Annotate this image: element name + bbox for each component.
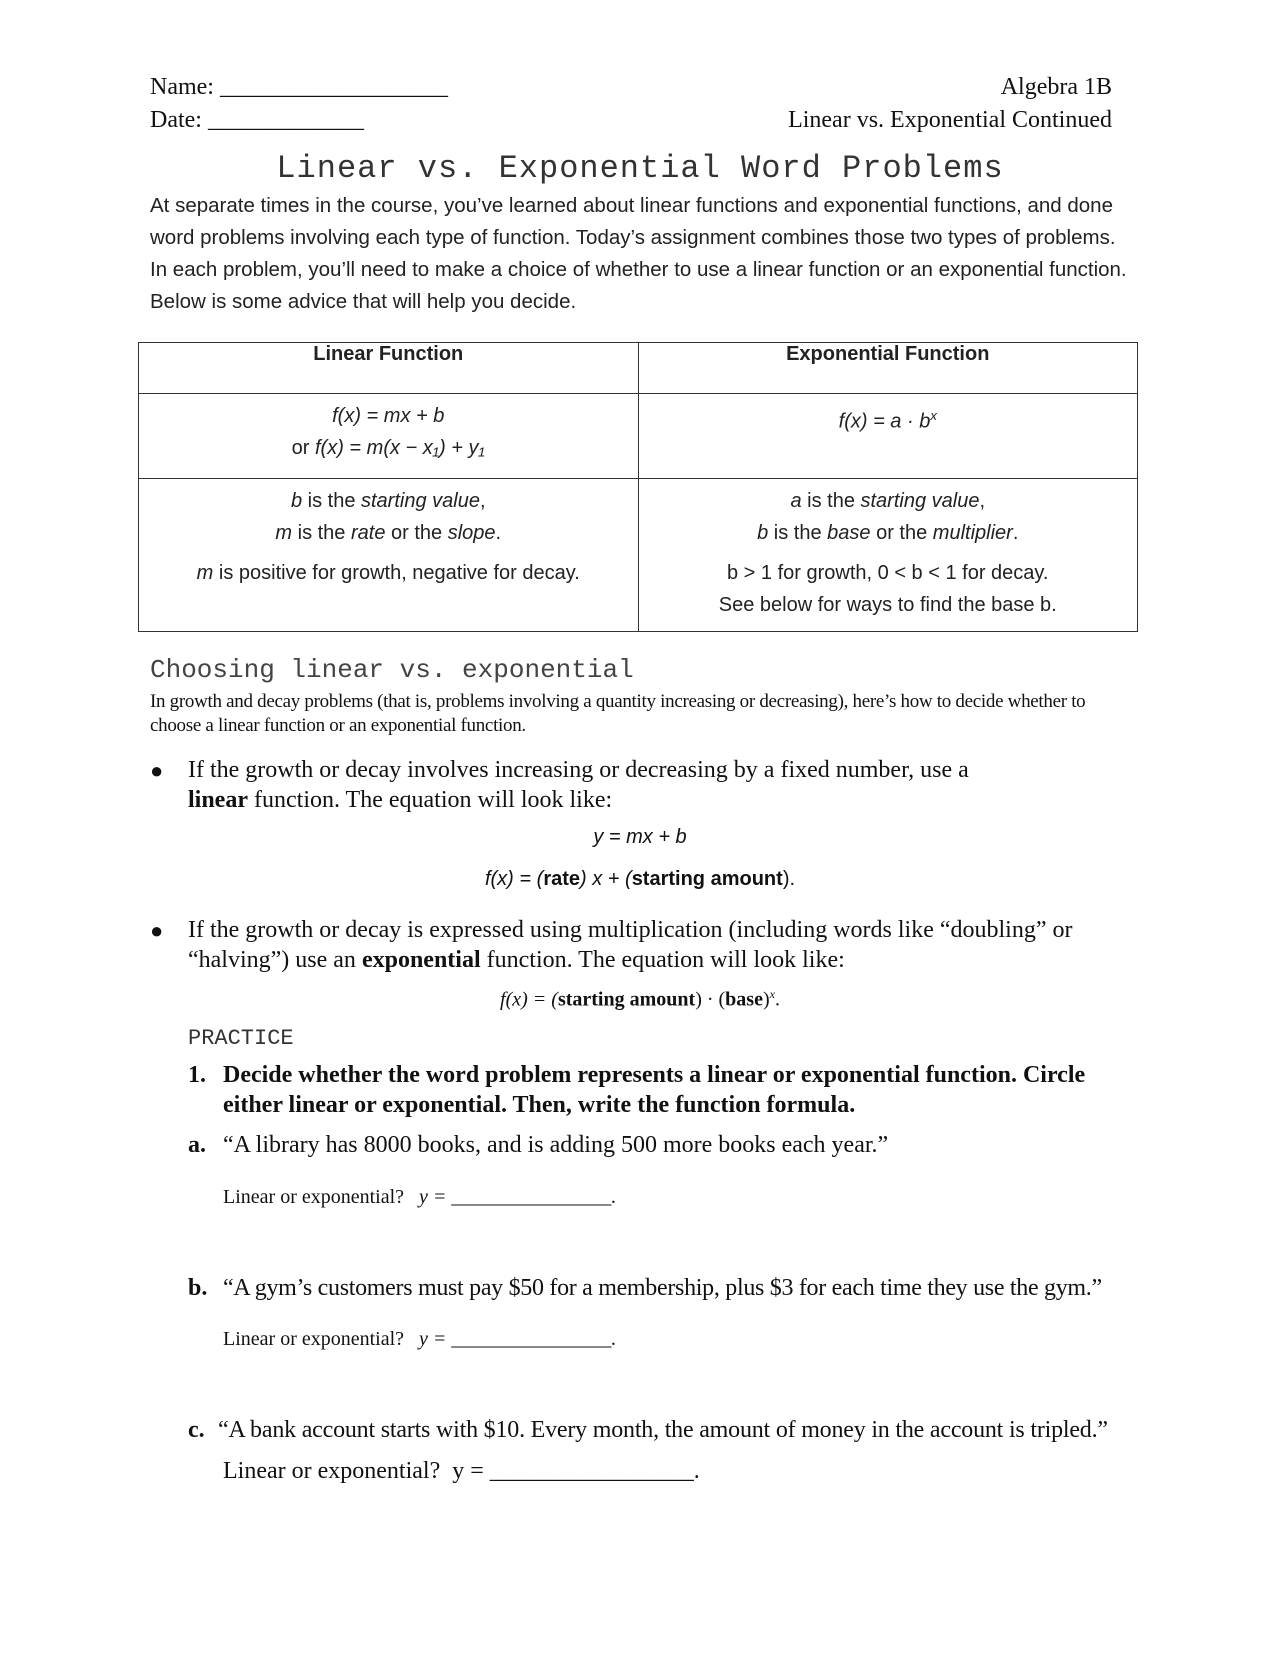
linear-formula-2: f(x) = m(x − x₁) + y₁ [315,437,485,459]
equation-text: ) · ( [695,988,726,1011]
linear-description-cell [139,479,639,632]
var-m: m [196,562,214,584]
bullet-1-line-1: If the growth or decay involves increasing or decreasing by a fixed number, use a [188,757,969,783]
bullet-2-bold: exponential [361,947,481,973]
linear-formula-or: or [291,437,310,459]
answer-blank[interactable]: y = ________________. [419,1328,617,1350]
item-b-answer-line [223,1328,616,1351]
desc-text: is the [292,522,351,544]
bullet-2-line-2a: “halving”) use an [188,947,362,973]
page-title: Linear vs. Exponential Word Problems [276,150,1004,187]
table-header-linear: Linear Function [139,343,639,394]
equation-linear-1 [0,826,1280,849]
answer-blank[interactable]: y = _________________. [452,1458,700,1484]
equation-exponential [0,987,1280,1012]
item-c-letter: c. [188,1417,205,1443]
linear-formula-1: f(x) = mx + b [332,405,445,427]
desc-punct: , [979,490,986,512]
unit-label: Linear vs. Exponential Continued [788,107,1112,133]
equation-bold: starting amount [631,868,783,890]
bullet-marker: ● [150,918,164,943]
equation-bold: base [725,988,763,1011]
equation-text: f(x) = ( [500,988,558,1011]
equation-exp: x [769,987,775,1001]
var-b: b [757,522,769,544]
bullet-2-line-1: If the growth or decay is expressed using multiplication (including words like “doubling” or [188,917,1073,943]
var-a: a [790,490,802,512]
question-1-line-2: either linear or exponential. Then, write the function formula. [223,1092,856,1118]
term-rate: rate [350,522,386,544]
equation-text: y = mx + b [593,826,687,848]
term-base: base [827,522,871,544]
practice-label: PRACTICE [188,1026,294,1051]
exponential-formula-exp: x [930,408,937,423]
equation-text: . [774,988,780,1011]
equation-text: f(x) = ( [484,868,544,890]
item-b-letter: b. [188,1275,208,1301]
equation-linear-2 [0,868,1280,891]
equation-text: ) [762,988,770,1011]
item-a-answer-line [223,1186,616,1209]
bullet-1-line-2: function. The equation will look like: [248,787,613,813]
equation-text: ) x + ( [580,868,632,890]
item-a-text: “A library has 8000 books, and is adding 500 more books each year.” [223,1132,889,1158]
item-a-letter: a. [188,1132,206,1158]
desc-punct: , [479,490,486,512]
question-1-text [223,1060,1153,1120]
exponential-note-1: b > 1 for growth, 0 < b < 1 for decay. [727,562,1049,584]
equation-bold: starting amount [557,988,696,1011]
term-multiplier: multiplier [932,522,1013,544]
bullet-1 [188,755,1138,815]
bullet-2 [188,915,1138,975]
name-field: Name: ___________________ [150,74,448,100]
table-header-exponential: Exponential Function [638,343,1138,394]
desc-text: is the [302,490,361,512]
exponential-formula: f(x) = a · b [838,410,931,433]
linear-formula-cell [139,394,639,479]
desc-text: is the [801,490,861,512]
desc-text: or the [385,522,448,544]
question-1-number: 1. [188,1062,206,1088]
term-starting-value: starting value [361,490,480,512]
desc-text: or the [870,522,933,544]
comparison-table [138,342,1138,632]
linear-note: is positive for growth, negative for decay. [213,562,580,584]
equation-text: ). [782,868,796,890]
bullet-1-bold: linear [188,787,248,813]
bullet-2-line-2b: function. The equation will look like: [480,947,845,973]
section-paragraph: In growth and decay problems (that is, problems involving a quantity increasing or decreasing), here’s how to decide whether to choose a linear function or an exponential function. [150,691,1086,736]
exponential-formula-cell [638,394,1138,479]
exponential-note-2: See below for ways to find the base b. [718,594,1057,616]
var-m: m [275,522,293,544]
section-heading: Choosing linear vs. exponential [150,655,634,685]
var-b: b [290,490,303,512]
answer-blank[interactable]: y = ________________. [419,1186,617,1208]
desc-text: is the [768,522,828,544]
intro-paragraph: At separate times in the course, you’ve learned about linear functions and exponential functions, and done word problems involving each type of function. Today’s assignment combines those two types of problems. In each problem, you’ll need to make a choice of whether to use a linear function or an exponential function. Below is some advice that will help you decide. [150,194,1127,313]
term-slope: slope [447,522,496,544]
item-b-text: “A gym’s customers must pay $50 for a membership, plus $3 for each time they use the gym.” [223,1275,1102,1301]
exponential-description-cell [638,479,1138,632]
date-field: Date: _____________ [150,107,364,133]
bullet-marker: ● [150,758,164,783]
question-1-line-1: Decide whether the word problem represents a linear or exponential function. Circle [223,1062,1086,1088]
term-starting-value: starting value [860,490,980,512]
item-c-answer-line [223,1456,700,1486]
item-c-text: “A bank account starts with $10. Every month, the amount of money in the account is tripled.” [218,1417,1108,1443]
equation-bold: rate [543,868,581,890]
answer-prompt: Linear or exponential? [223,1186,405,1208]
desc-punct: . [1012,522,1019,544]
course-label: Algebra 1B [1000,74,1112,100]
answer-prompt: Linear or exponential? [223,1458,441,1484]
desc-punct: . [495,522,502,544]
answer-prompt: Linear or exponential? [223,1328,405,1350]
